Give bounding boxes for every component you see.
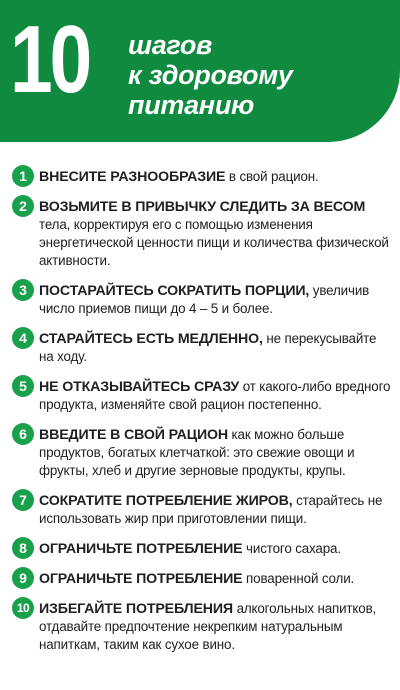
step-body: в свой рацион. — [225, 169, 319, 184]
step-number-badge: 6 — [12, 423, 34, 445]
step-body: поваренной соли. — [242, 571, 355, 586]
title-line: к здоровому — [128, 60, 293, 90]
step-heading: СОКРАТИТЕ ПОТРЕБЛЕНИЕ ЖИРОВ, — [39, 493, 293, 509]
step-text — [39, 168, 394, 186]
step-item — [12, 168, 394, 186]
page-title — [128, 30, 293, 120]
header-banner — [0, 0, 400, 142]
step-number-badge: 7 — [12, 489, 34, 511]
step-heading: ИЗБЕГАЙТЕ ПОТРЕБЛЕНИЯ — [39, 601, 233, 617]
step-body: чистого сахара. — [242, 541, 341, 556]
title-line: питанию — [128, 90, 255, 120]
step-body: не перекусывайте на ходу. — [39, 331, 377, 364]
step-number-badge: 5 — [12, 375, 34, 397]
step-item — [12, 330, 394, 366]
step-item — [12, 426, 394, 480]
step-item — [12, 540, 394, 558]
step-body: алкогольных напитков, отдавайте предпочтение некрепким натуральным напиткам, таким как сухое вино. — [39, 601, 377, 652]
step-item — [12, 492, 394, 528]
step-text — [39, 426, 394, 480]
step-heading: ОГРАНИЧЬТЕ ПОТРЕБЛЕНИЕ — [39, 541, 243, 557]
step-item — [12, 282, 394, 318]
step-text — [39, 282, 394, 318]
step-heading: ВВЕДИТЕ В СВОЙ РАЦИОН — [39, 427, 228, 443]
step-item — [12, 198, 394, 270]
step-heading: СТАРАЙТЕСЬ ЕСТЬ МЕДЛЕННО, — [39, 331, 263, 347]
step-number-badge: 8 — [12, 537, 34, 559]
step-item — [12, 600, 394, 654]
step-text — [39, 198, 394, 270]
step-heading: ВНЕСИТЕ РАЗНООБРАЗИЕ — [39, 169, 226, 185]
step-item — [12, 378, 394, 414]
title-line: шагов — [128, 30, 213, 60]
step-heading: ОГРАНИЧЬТЕ ПОТРЕБЛЕНИЕ — [39, 571, 243, 587]
step-number-badge: 10 — [12, 597, 34, 619]
big-number: 10 — [10, 6, 90, 113]
step-text — [39, 492, 394, 528]
step-text — [39, 378, 394, 414]
step-body: от какого-либо вредного продукта, изменяйте свой рацион постепенно. — [39, 379, 391, 412]
step-body: старайтесь не использовать жир при приготовлении пищи. — [39, 493, 383, 526]
step-heading: ПОСТАРАЙТЕСЬ СОКРАТИТЬ ПОРЦИИ, — [39, 283, 310, 299]
step-number-badge: 1 — [12, 165, 34, 187]
step-number-badge: 3 — [12, 279, 34, 301]
step-body: увеличив число приемов пищи до 4 – 5 и более. — [39, 283, 370, 316]
step-body: как можно больше продуктов, богатых клетчаткой: это свежие овощи и фрукты, хлеб и другие зерновые продукты, крупы. — [39, 427, 355, 478]
step-text — [39, 540, 394, 558]
step-text — [39, 570, 394, 588]
step-number-badge: 4 — [12, 327, 34, 349]
step-heading: НЕ ОТКАЗЫВАЙТЕСЬ СРАЗУ — [39, 379, 240, 395]
step-text — [39, 330, 394, 366]
steps-list — [12, 168, 394, 654]
step-number-badge: 2 — [12, 195, 34, 217]
step-heading: ВОЗЬМИТЕ В ПРИВЫЧКУ СЛЕДИТЬ ЗА ВЕСОМ — [39, 199, 366, 215]
step-text — [39, 600, 394, 654]
step-item — [12, 570, 394, 588]
step-number-badge: 9 — [12, 567, 34, 589]
step-body: тела, корректируя его с помощью изменения энергетической ценности пищи и количества физической активности. — [39, 217, 389, 268]
